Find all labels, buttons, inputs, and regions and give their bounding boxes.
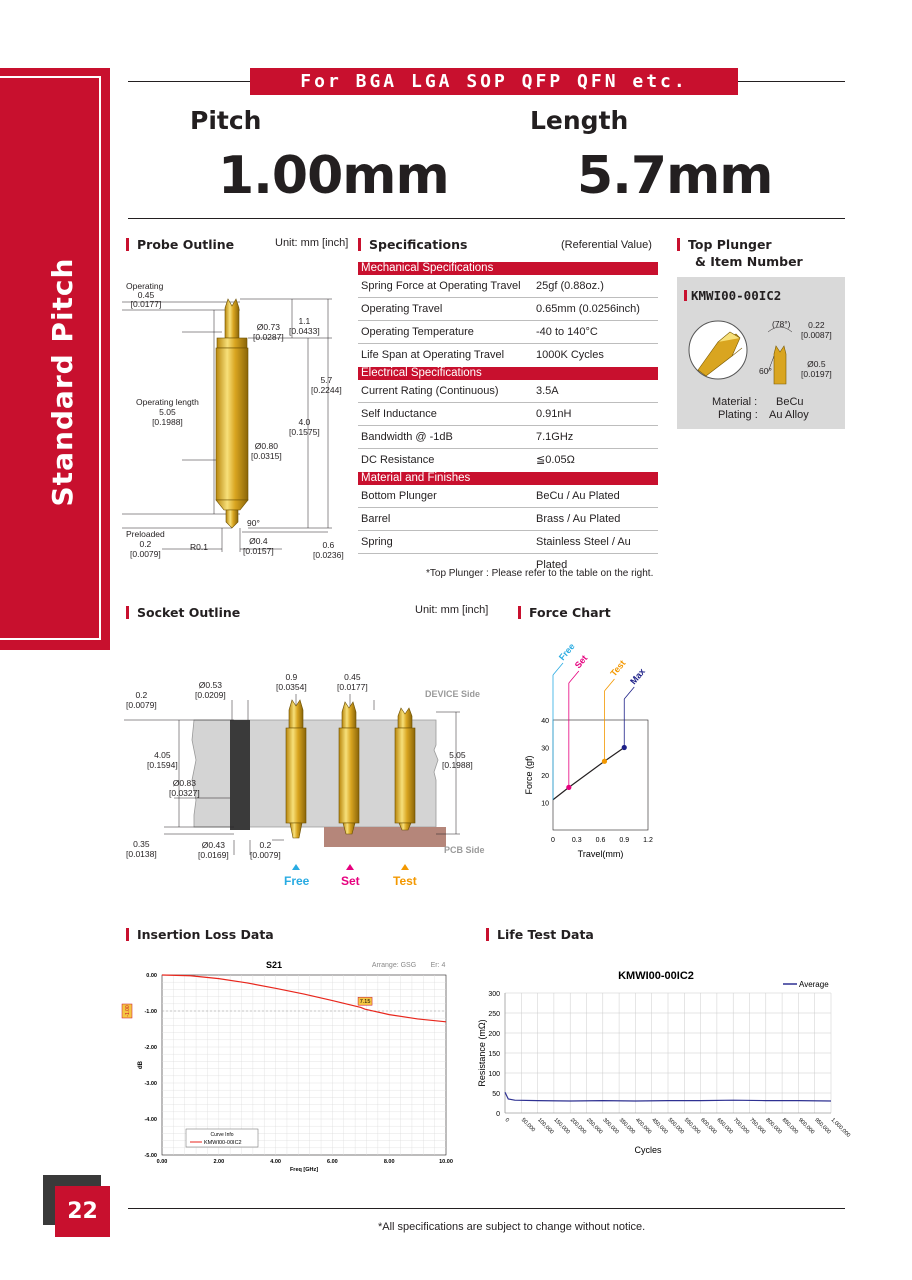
sock-l02-inch: [0.0079] bbox=[126, 700, 157, 710]
material-value: BeCu bbox=[776, 396, 804, 408]
il-legend-title: Curve Info bbox=[210, 1132, 234, 1138]
spec-row: Current Rating (Continuous) 3.5A bbox=[358, 380, 658, 403]
sock-l035-inch: [0.0138] bbox=[126, 849, 157, 859]
dim-oplen: Operating length bbox=[136, 397, 199, 407]
sock-b02: 0.2 bbox=[259, 840, 272, 850]
dim-preloaded-val: 0.2 bbox=[139, 539, 152, 549]
pitch-value: 1.00mm bbox=[218, 146, 449, 206]
sock-l405: 4.05 bbox=[154, 750, 171, 760]
force-marker-label: Test bbox=[608, 658, 628, 679]
force-chart-title: Force Chart bbox=[518, 606, 611, 619]
lt-y-tick: 100 bbox=[488, 1071, 500, 1078]
plunger-d05: Ø0.5 bbox=[807, 359, 826, 369]
force-y-tick: 20 bbox=[541, 773, 549, 780]
force-line bbox=[553, 748, 624, 800]
lt-y-tick: 150 bbox=[488, 1051, 500, 1058]
lt-x-tick: 1,000,000 bbox=[829, 1117, 852, 1139]
item-number: KMWI00-00IC2 bbox=[691, 288, 782, 303]
force-y-tick: 40 bbox=[541, 718, 549, 725]
force-y-tick: 10 bbox=[541, 800, 549, 808]
page-number: 22 bbox=[55, 1186, 110, 1237]
il-marker-y-label: -1.00 bbox=[125, 1005, 131, 1017]
il-marker-label: 7.15 bbox=[359, 999, 371, 1006]
footer-rule bbox=[128, 1208, 845, 1209]
spec-row: Bandwidth @ -1dB 7.1GHz bbox=[358, 426, 658, 449]
dim-d073-inch: [0.0287] bbox=[253, 332, 284, 342]
il-x-tick: 6.00 bbox=[327, 1159, 338, 1165]
il-y-tick: -2.00 bbox=[144, 1045, 157, 1051]
device-side-label: DEVICE Side bbox=[425, 689, 481, 699]
sock-p045: 0.45 bbox=[344, 672, 361, 682]
life-test-chart bbox=[474, 963, 852, 1163]
il-plot-frame bbox=[162, 975, 446, 1155]
force-marker-leader bbox=[604, 679, 614, 691]
dim-l06-inch: [0.0236] bbox=[313, 550, 344, 560]
force-x-tick: 0.9 bbox=[619, 837, 630, 844]
lt-y-tick: 0 bbox=[496, 1111, 500, 1118]
sock-d053: Ø0.53 bbox=[198, 680, 222, 690]
lt-y-tick: 50 bbox=[492, 1091, 500, 1098]
spec-row: DC Resistance ≦0.05Ω bbox=[361, 454, 575, 466]
dim-angle: 90° bbox=[247, 518, 260, 528]
dim-preloaded-inch: [0.0079] bbox=[130, 549, 161, 559]
sock-l035: 0.35 bbox=[133, 839, 150, 849]
spec-row: Spring Force at Operating Travel 25gf (0.88oz.) bbox=[358, 275, 658, 298]
sock-p09-inch: [0.0354] bbox=[276, 682, 307, 692]
il-y-tick: 0.00 bbox=[146, 973, 157, 979]
spec-row: Barrel Brass / Au Plated bbox=[358, 508, 658, 531]
specifications-title: Specifications bbox=[358, 238, 467, 251]
force-marker-leader bbox=[553, 663, 563, 675]
dim-l57-inch: [0.2244] bbox=[311, 385, 342, 395]
dim-operating: Operating bbox=[126, 281, 164, 291]
dim-d080-inch: [0.0315] bbox=[251, 451, 282, 461]
force-marker-label: Max bbox=[628, 666, 648, 687]
dim-oplen-val: 5.05 bbox=[159, 407, 176, 417]
lt-x-tick: 200,000 bbox=[568, 1117, 588, 1136]
il-legend-item: KMWI00-00IC2 bbox=[204, 1140, 242, 1146]
socket-outline-unit: Unit: mm [inch] bbox=[415, 604, 489, 616]
plunger-angle78: (78°) bbox=[772, 319, 791, 329]
force-ylabel: Force (gf) bbox=[524, 755, 534, 795]
lt-y-tick: 200 bbox=[488, 1031, 500, 1038]
test-label: Test bbox=[393, 874, 417, 888]
force-x-tick: 0.6 bbox=[595, 837, 606, 844]
il-y-tick: -1.00 bbox=[144, 1009, 157, 1015]
sock-p045-inch: [0.0177] bbox=[337, 682, 368, 692]
dim-oplen-inch: [0.1988] bbox=[152, 417, 183, 427]
dim-l40: 4.0 bbox=[298, 417, 311, 427]
il-x-tick: 8.00 bbox=[383, 1159, 395, 1165]
sock-l505: 5.05 bbox=[449, 750, 466, 760]
dim-l06: 0.6 bbox=[322, 540, 335, 550]
lt-x-tick: 550,000 bbox=[682, 1117, 702, 1136]
il-xlabel: Freq [GHz] bbox=[289, 1167, 319, 1173]
lt-x-tick: 850,000 bbox=[780, 1117, 799, 1136]
side-tab-label: Standard Pitch bbox=[46, 257, 79, 507]
insertion-loss-title: Insertion Loss Data bbox=[126, 928, 274, 941]
dim-preloaded: Preloaded bbox=[126, 529, 165, 539]
spec-row: Bottom Plunger BeCu / Au Plated bbox=[358, 485, 658, 508]
lt-x-tick: 150,000 bbox=[552, 1117, 571, 1136]
material-label: Material : bbox=[712, 396, 758, 408]
spec-band-electrical: Electrical Specifications bbox=[358, 367, 658, 380]
length-value: 5.7mm bbox=[577, 146, 773, 206]
force-x-tick: 0 bbox=[551, 837, 555, 844]
item-marker bbox=[684, 290, 687, 301]
lt-x-tick: 50,000 bbox=[519, 1117, 537, 1134]
lt-x-tick: 900,000 bbox=[796, 1117, 816, 1136]
il-x-tick: 0.00 bbox=[156, 1159, 168, 1165]
lt-x-tick: 300,000 bbox=[601, 1117, 620, 1136]
il-y-tick: -4.00 bbox=[144, 1117, 157, 1123]
force-point bbox=[566, 785, 571, 790]
plating-label: Plating : bbox=[718, 409, 758, 421]
il-x-tick: 2.00 bbox=[213, 1159, 225, 1165]
spec-row: Operating Temperature -40 to 140°C bbox=[358, 321, 658, 344]
plunger-d022: 0.22 bbox=[808, 320, 825, 330]
il-chart-title: S21 bbox=[265, 960, 283, 970]
sock-l505-inch: [0.1988] bbox=[442, 760, 473, 770]
top-plunger-title: Top Plunger bbox=[677, 238, 772, 251]
il-y-tick: -5.00 bbox=[144, 1153, 157, 1159]
il-x-tick: 4.00 bbox=[270, 1159, 281, 1165]
il-arrange: Arrange: GSG bbox=[371, 962, 417, 969]
lt-x-tick: 400,000 bbox=[633, 1117, 653, 1136]
sock-b02-inch: [0.0079] bbox=[250, 850, 281, 860]
force-point bbox=[622, 745, 627, 750]
spec-band-materials: Material and Finishes bbox=[358, 472, 658, 485]
lt-x-tick: 950,000 bbox=[813, 1117, 832, 1136]
dim-l11: 1.1 bbox=[298, 316, 311, 326]
spec-row: Self Inductance 0.91nH bbox=[358, 403, 658, 426]
spec-row: Spring Stainless Steel / Au Plated bbox=[358, 531, 658, 554]
insertion-loss-chart bbox=[116, 955, 456, 1175]
force-x-tick: 1.2 bbox=[643, 837, 653, 844]
force-marker-leader bbox=[624, 687, 634, 699]
lt-y-tick: 300 bbox=[488, 991, 500, 998]
force-chart bbox=[518, 635, 658, 860]
life-test-title: Life Test Data bbox=[486, 928, 594, 941]
dim-l57: 5.7 bbox=[320, 375, 333, 385]
probe-outline-unit: Unit: mm [inch] bbox=[275, 237, 349, 249]
probe-outline-title: Probe Outline bbox=[126, 238, 234, 251]
spec-table bbox=[358, 262, 658, 571]
force-marker-leader bbox=[569, 671, 579, 683]
dim-l11-inch: [0.0433] bbox=[289, 326, 320, 336]
sock-d043-inch: [0.0169] bbox=[198, 850, 229, 860]
free-label: Free bbox=[284, 874, 310, 888]
dim-d073: Ø0.73 bbox=[256, 322, 280, 332]
application-banner: For BGA LGA SOP QFP QFN etc. bbox=[250, 68, 738, 95]
lt-x-tick: 700,000 bbox=[731, 1117, 751, 1136]
dim-operating-inch: [0.0177] bbox=[130, 299, 162, 309]
spec-row: Operating Travel 0.65mm (0.0256inch) bbox=[358, 298, 658, 321]
dim-d04-inch: [0.0157] bbox=[243, 546, 274, 556]
lt-x-tick: 600,000 bbox=[699, 1117, 718, 1136]
dim-d04: Ø0.4 bbox=[249, 536, 268, 546]
sock-p09: 0.9 bbox=[285, 672, 298, 682]
plunger-angle60: 60° bbox=[759, 366, 772, 376]
lt-ylabel: Resistance (mΩ) bbox=[477, 1019, 487, 1087]
lt-x-tick: 650,000 bbox=[715, 1117, 734, 1136]
footer-note: *All specifications are subject to change without notice. bbox=[378, 1221, 646, 1233]
plating-value: Au Alloy bbox=[769, 409, 809, 421]
header-bottom-rule bbox=[128, 218, 845, 219]
lt-legend-label: Average bbox=[799, 980, 829, 989]
plunger-d05-inch: [0.0197] bbox=[801, 369, 832, 379]
il-ylabel: dB bbox=[138, 1061, 144, 1069]
plunger-d022-inch: [0.0087] bbox=[801, 330, 832, 340]
il-er: Er: 4 bbox=[430, 962, 446, 969]
sock-d053-inch: [0.0209] bbox=[195, 690, 226, 700]
force-xlabel: Travel(mm) bbox=[577, 849, 624, 859]
specifications-note: (Referential Value) bbox=[561, 239, 652, 251]
lt-x-tick: 450,000 bbox=[650, 1117, 669, 1136]
pitch-label: Pitch bbox=[190, 106, 262, 135]
length-label: Length bbox=[530, 106, 629, 135]
spec-footnote: *Top Plunger : Please refer to the table on the right. bbox=[426, 568, 654, 579]
dim-r01: R0.1 bbox=[190, 542, 208, 552]
sock-l405-inch: [0.1594] bbox=[147, 760, 178, 770]
lt-x-tick: 250,000 bbox=[585, 1117, 604, 1136]
lt-y-tick: 250 bbox=[488, 1011, 500, 1018]
spec-band-mechanical: Mechanical Specifications bbox=[358, 262, 658, 275]
lt-x-tick: 500,000 bbox=[666, 1117, 685, 1136]
lt-xlabel: Cycles bbox=[634, 1145, 662, 1155]
sock-d083-inch: [0.0327] bbox=[169, 788, 200, 798]
force-marker-label: Set bbox=[572, 653, 590, 671]
top-plunger-subtitle: & Item Number bbox=[695, 254, 803, 269]
lt-x-tick: 100,000 bbox=[536, 1117, 555, 1136]
lt-x-tick: 800,000 bbox=[764, 1117, 783, 1136]
socket-outline-title: Socket Outline bbox=[126, 606, 240, 619]
dim-operating-val: 0.45 bbox=[137, 290, 155, 300]
il-y-tick: -3.00 bbox=[144, 1081, 157, 1087]
dim-l40-inch: [0.1575] bbox=[289, 427, 320, 437]
pcb-side-label: PCB Side bbox=[444, 845, 485, 855]
sock-l02: 0.2 bbox=[135, 690, 148, 700]
dim-d080: Ø0.80 bbox=[254, 441, 278, 451]
force-marker-label: Free bbox=[556, 641, 577, 663]
force-x-tick: 0.3 bbox=[571, 837, 582, 844]
force-point bbox=[602, 759, 607, 764]
lt-chart-title: KMWI00-00IC2 bbox=[618, 970, 694, 982]
il-x-tick: 10.00 bbox=[439, 1159, 453, 1165]
force-plot-frame bbox=[553, 720, 648, 830]
set-label: Set bbox=[341, 874, 360, 888]
lt-x-tick: 750,000 bbox=[748, 1117, 767, 1136]
spec-row: Life Span at Operating Travel 1000K Cycles bbox=[361, 349, 604, 361]
sock-d043: Ø0.43 bbox=[201, 840, 225, 850]
lt-x-tick: 0 bbox=[503, 1117, 510, 1124]
sock-d083: Ø0.83 bbox=[172, 778, 196, 788]
force-y-tick: 30 bbox=[541, 745, 549, 753]
lt-x-tick: 350,000 bbox=[617, 1117, 636, 1136]
